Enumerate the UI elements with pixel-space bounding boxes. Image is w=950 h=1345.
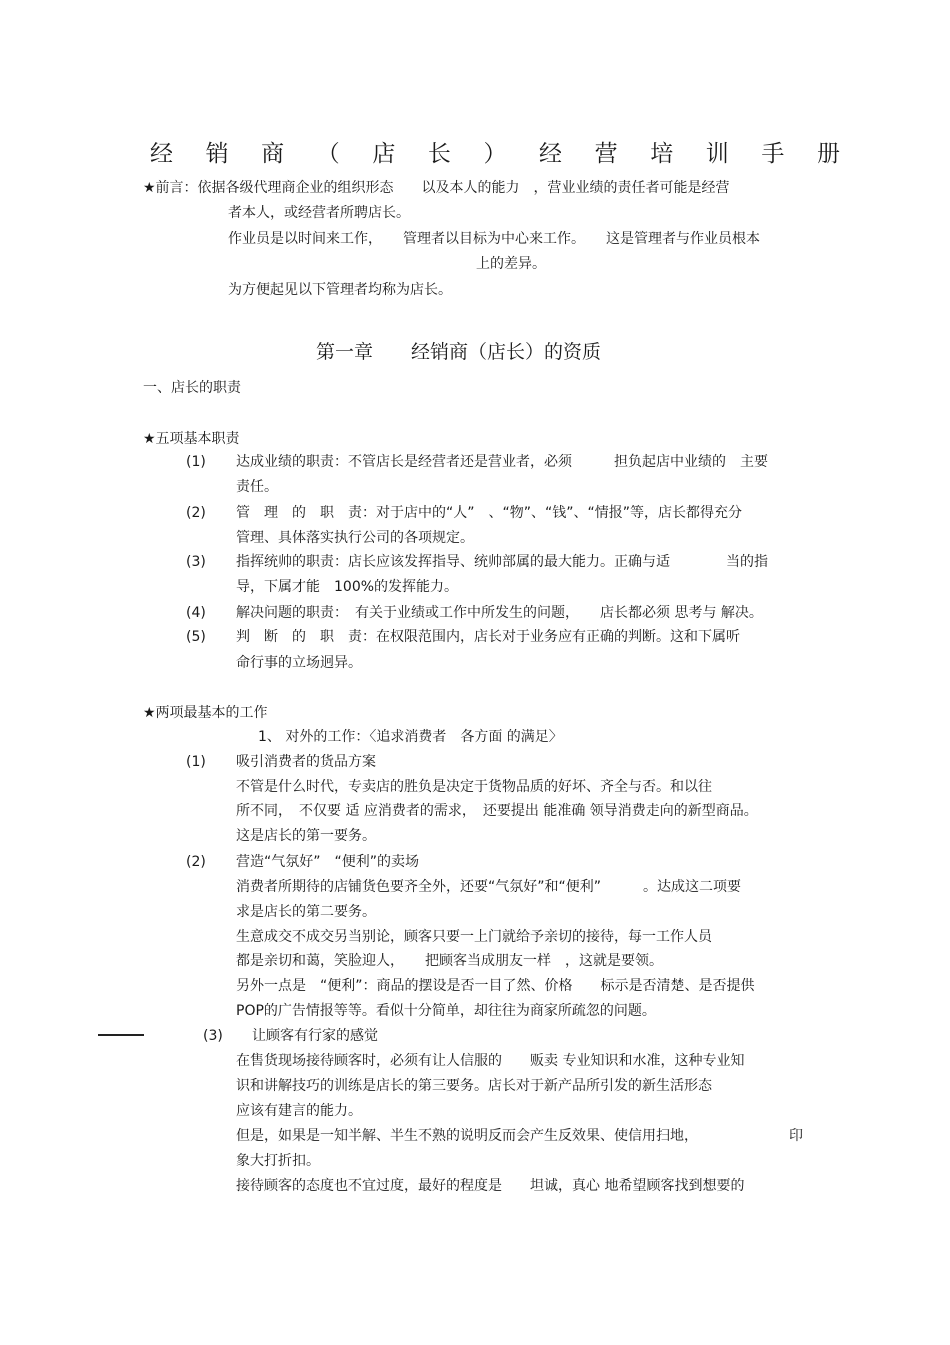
paragraph-line: POP的广告情报等等。看似十分简单，却往往为商家所疏忽的问题。	[236, 1003, 656, 1019]
paragraph-line: 所不同， 不仅要 适 应消费者的需求， 还要提出 能准确 领导消费走向的新型商品。	[236, 803, 758, 819]
title-char: 训	[705, 141, 729, 167]
section-heading: 一、店长的职责	[143, 380, 241, 396]
paragraph-line: 应该有建言的能力。	[236, 1103, 362, 1119]
list-item: 导，下属才能 100%的发挥能力。	[236, 579, 459, 595]
list-number: (1)	[186, 754, 206, 770]
preface-line: 作业员是以时间来工作， 管理者以目标为中心来工作。 这是管理者与作业员根本	[228, 231, 760, 247]
title-char: 册	[816, 141, 840, 167]
list-item: 责任。	[236, 479, 278, 495]
title-char: （	[316, 141, 340, 167]
chapter-title: 第一章 经销商（店长）的资质	[316, 341, 602, 363]
list-item: 命行事的立场迥异。	[236, 655, 362, 671]
title-char: 经	[150, 141, 173, 167]
list-item: 判 断 的 职 责：在权限范围内，店长对于业务应有正确的判断。这和下属听	[236, 629, 740, 645]
paragraph-line: 另外一点是 “便利”：商品的摆设是否一目了然、价格 标示是否清楚、是否提供	[236, 978, 755, 994]
list-item: 管理、具体落实执行公司的各项规定。	[236, 530, 474, 546]
preface-line: 者本人，或经营者所聘店长。	[228, 205, 410, 221]
item-title: 吸引消费者的货品方案	[236, 754, 376, 770]
paragraph-trailing-char: 印	[789, 1128, 803, 1144]
item-title: 让顾客有行家的感觉	[252, 1028, 378, 1044]
list-number: (1)	[186, 454, 206, 470]
list-number: (5)	[186, 629, 206, 645]
margin-rule	[98, 1034, 144, 1036]
title-char: 营	[594, 141, 618, 167]
list-item: 管 理 的 职 责：对于店中的“人” 、“物”、“钱”、“情报”等，店长都得充分	[236, 505, 743, 521]
title-char: 培	[650, 141, 674, 167]
list-number: (4)	[186, 605, 206, 621]
work-subheading: 1、 对外的工作：〈追求消费者 各方面 的满足〉	[258, 729, 563, 745]
title-char: 手	[761, 141, 785, 167]
paragraph-line: 消费者所期待的店铺货色要齐全外，还要“气氛好”和“便利” 。达成这二项要	[236, 879, 742, 895]
paragraph-line: 接待顾客的态度也不宜过度，最好的程度是 坦诚，真心 地希望顾客找到想要的	[236, 1178, 745, 1194]
title-char: 店	[372, 141, 396, 167]
work-heading: ★两项最基本的工作	[143, 705, 268, 721]
title-char: 经	[539, 141, 563, 167]
title-char: 长	[427, 141, 451, 167]
document-title	[150, 138, 840, 170]
paragraph-line: 但是，如果是一知半解、半生不熟的说明反而会产生反效果、使信用扫地，	[236, 1128, 698, 1144]
preface-line: ★前言：依据各级代理商企业的组织形态 以及本人的能力 ，营业业绩的责任者可能是经营	[143, 180, 730, 196]
list-number: (3)	[203, 1028, 223, 1044]
list-number: (2)	[186, 854, 206, 870]
paragraph-line: 生意成交不成交另当别论，顾客只要一上门就给予亲切的接待，每一工作人员	[236, 929, 712, 945]
paragraph-line: 都是亲切和蔼，笑脸迎人， 把顾客当成朋友一样 ，这就是要领。	[236, 953, 663, 969]
paragraph-line: 求是店长的第二要务。	[236, 904, 376, 920]
title-char: 商	[261, 141, 285, 167]
paragraph-line: 识和讲解技巧的训练是店长的第三要务。店长对于新产品所引发的新生活形态	[236, 1078, 712, 1094]
title-char: ）	[483, 141, 507, 167]
list-number: (2)	[186, 505, 206, 521]
title-char: 销	[205, 141, 229, 167]
preface-line: 上的差异。	[476, 256, 546, 272]
preface-line: 为方便起见以下管理者均称为店长。	[228, 282, 452, 298]
paragraph-line: 这是店长的第一要务。	[236, 828, 376, 844]
list-item: 解决问题的职责： 有关于业绩或工作中所发生的问题， 店长都必须 思考与 解决。	[236, 605, 763, 621]
paragraph-line: 在售货现场接待顾客时，必须有让人信服的 贩卖 专业知识和水准，这种专业知	[236, 1053, 745, 1069]
item-title: 营造“气氛好” “便利”的卖场	[236, 854, 420, 870]
list-item: 指挥统帅的职责：店长应该发挥指导、统帅部属的最大能力。正确与适 当的指	[236, 554, 768, 570]
paragraph-line: 不管是什么时代，专卖店的胜负是决定于货物品质的好坏、齐全与否。和以往	[236, 779, 712, 795]
list-number: (3)	[186, 554, 206, 570]
list-item: 达成业绩的职责：不管店长是经营者还是营业者，必须 担负起店中业绩的 主要	[236, 454, 768, 470]
duties-heading: ★五项基本职责	[143, 431, 240, 447]
paragraph-line: 象大打折扣。	[236, 1153, 320, 1169]
